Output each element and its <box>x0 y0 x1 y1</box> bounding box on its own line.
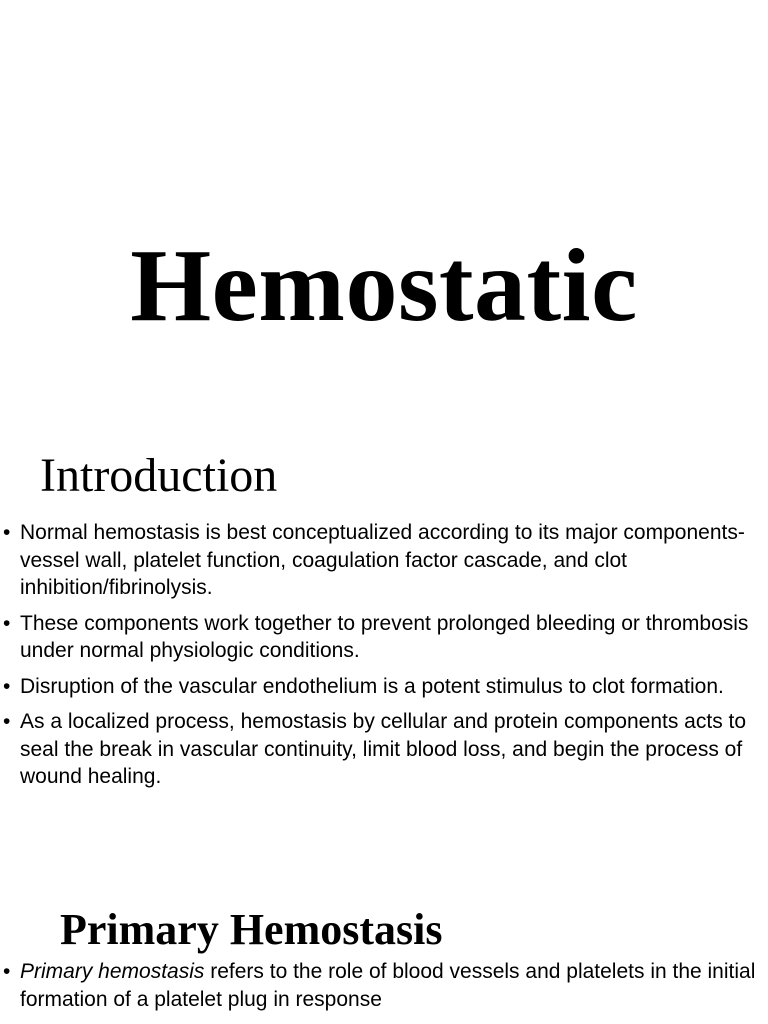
bullet-marker: • <box>3 521 11 544</box>
bullet-text: These components work together to prevent prolonged bleeding or thrombosis under normal physiologic conditions. <box>20 611 749 662</box>
bullet-text: refers to the role of blood vessels and platelets in the initial formation of a platelet plug in response <box>20 960 756 1011</box>
list-item <box>0 958 760 1013</box>
introduction-heading: Introduction <box>40 449 278 502</box>
bullet-marker: • <box>3 710 11 733</box>
list-item <box>0 610 760 665</box>
bullet-text: Disruption of the vascular endothelium is a potent stimulus to clot formation. <box>20 674 724 698</box>
bullet-text: As a localized process, hemostasis by cellular and protein components acts to seal the break in vascular continuity, limit blood loss, and begin the process of wound healing. <box>20 710 747 788</box>
bullet-marker: • <box>3 674 11 698</box>
introduction-bullet-list <box>0 519 760 799</box>
list-item <box>0 708 760 791</box>
bullet-term: Primary hemostasis <box>20 960 205 983</box>
list-item <box>0 519 760 602</box>
bullet-text: Normal hemostasis is best conceptualized according to its major components-vessel wall, platelet function, coagulation factor cascade, and clot inhibition/fibrinolysis. <box>20 521 745 599</box>
bullet-marker: • <box>3 611 11 635</box>
bullet-marker: • <box>3 960 11 983</box>
primary-hemostasis-bullet-list <box>0 958 760 1021</box>
list-item <box>0 673 760 701</box>
document-title: Hemostatic <box>130 228 638 343</box>
primary-hemostasis-heading: Primary Hemostasis <box>60 905 443 954</box>
